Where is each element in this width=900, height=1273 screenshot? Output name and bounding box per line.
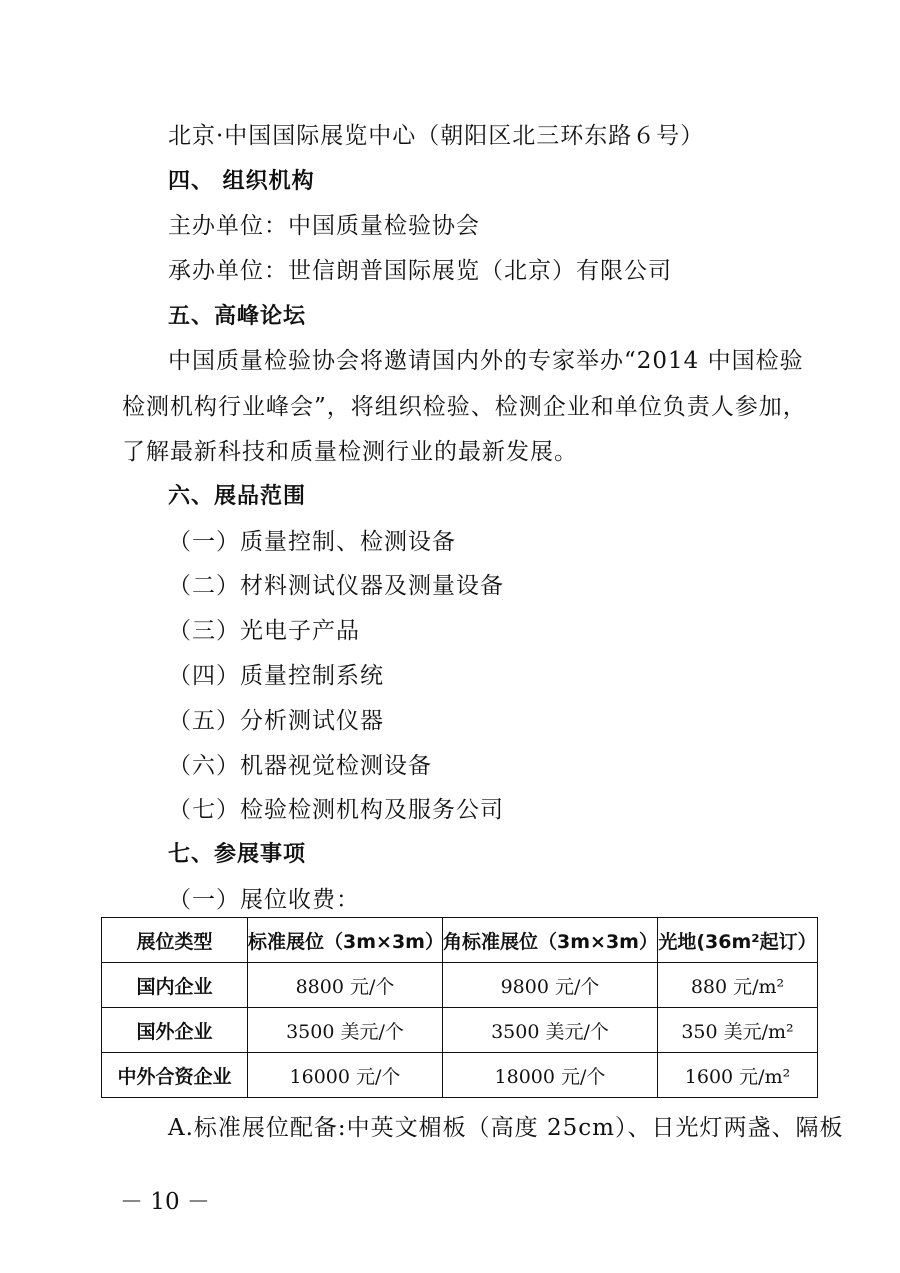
table-cell: 350 美元/m² xyxy=(658,1008,818,1053)
row-label: 中外合资企业 xyxy=(102,1053,248,1098)
page-number: － 10 － xyxy=(120,1189,210,1215)
forum-paragraph-line-3: 了解最新科技和质量检测行业的最新发展。 xyxy=(122,439,578,465)
table-cell: 8800 元/个 xyxy=(248,963,443,1008)
organizer-line: 主办单位：中国质量检验协会 xyxy=(168,213,480,239)
booth-fee-table xyxy=(101,917,818,1098)
category-item-2: （二）材料测试仪器及测量设备 xyxy=(168,573,504,599)
row-label: 国外企业 xyxy=(102,1008,248,1053)
section-6-heading: 六、展品范围 xyxy=(168,484,307,509)
table-cell: 880 元/m² xyxy=(658,963,818,1008)
fee-title: （一）展位收费： xyxy=(168,887,360,913)
section-5-heading: 五、高峰论坛 xyxy=(168,304,307,329)
forum-paragraph-line-1: 中国质量检验协会将邀请国内外的专家举办“2014 中国检验 xyxy=(168,348,804,374)
table-cell: 9800 元/个 xyxy=(443,963,658,1008)
table-cell: 3500 美元/个 xyxy=(248,1008,443,1053)
header-corner-booth: 角标准展位（3m×3m） xyxy=(443,918,658,963)
table-row xyxy=(102,1053,818,1098)
section-4-heading: 四、 组织机构 xyxy=(168,169,315,194)
table-cell: 1600 元/m² xyxy=(658,1053,818,1098)
row-label: 国内企业 xyxy=(102,963,248,1008)
header-raw-space: 光地(36m²起订） xyxy=(658,918,818,963)
category-item-5: （五）分析测试仪器 xyxy=(168,708,384,734)
category-item-3: （三）光电子产品 xyxy=(168,618,360,644)
table-row xyxy=(102,963,818,1008)
category-item-1: （一）质量控制、检测设备 xyxy=(168,529,456,555)
section-7-heading: 七、参展事项 xyxy=(168,842,307,867)
standard-booth-note: A.标准展位配备:中英文楣板（高度 25cm）、日光灯两盏、隔板 xyxy=(168,1115,844,1141)
header-booth-type: 展位类型 xyxy=(102,918,248,963)
table-cell: 16000 元/个 xyxy=(248,1053,443,1098)
category-item-7: （七）检验检测机构及服务公司 xyxy=(168,797,504,823)
table-header-row xyxy=(102,918,818,963)
table-cell: 3500 美元/个 xyxy=(443,1008,658,1053)
table-cell: 18000 元/个 xyxy=(443,1053,658,1098)
forum-paragraph-line-2: 检测机构行业峰会”，将组织检验、检测企业和单位负责人参加， xyxy=(122,394,807,420)
category-item-4: （四）质量控制系统 xyxy=(168,663,384,689)
category-item-6: （六）机器视觉检测设备 xyxy=(168,753,432,779)
venue-line: 北京·中国国际展览中心（朝阳区北三环东路６号） xyxy=(168,123,705,149)
header-standard-booth: 标准展位（3m×3m） xyxy=(248,918,443,963)
undertaker-line: 承办单位：世信朗普国际展览（北京）有限公司 xyxy=(168,258,672,284)
table-row xyxy=(102,1008,818,1053)
